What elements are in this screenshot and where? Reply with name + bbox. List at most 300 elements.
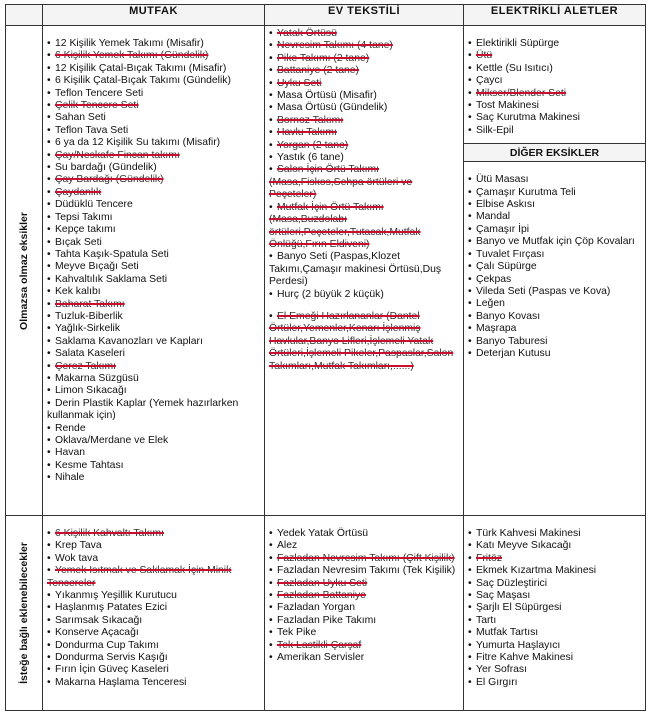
list-item	[269, 602, 461, 614]
list-item	[47, 664, 262, 676]
bullet-icon: •	[269, 590, 273, 602]
list-item-text: Fazladan Pike Takımı	[277, 614, 377, 626]
list-item-text: Mandal	[476, 211, 511, 223]
bullet-icon: •	[47, 87, 51, 99]
other-list	[464, 162, 645, 362]
list-item	[468, 664, 643, 676]
list-item	[468, 100, 643, 112]
list-item-text: Yatak Örtüsü	[277, 28, 337, 39]
list-item-text: Tahta Kaşık-Spatula Seti	[55, 248, 169, 260]
list-item	[468, 640, 643, 652]
bullet-icon: •	[468, 50, 472, 62]
list-item	[47, 361, 262, 373]
list-item-text: Tek Pike	[277, 627, 317, 639]
bullet-icon: •	[269, 540, 273, 552]
list-item	[468, 75, 643, 87]
list-item	[47, 125, 262, 137]
list-item-text: Elektirikli Süpürge	[476, 38, 560, 49]
list-item-text: Fritöz	[476, 552, 502, 564]
list-item-text: Kek kalıbı	[55, 286, 101, 298]
list-item-text: Tepsi Takımı	[55, 211, 113, 223]
list-item	[468, 528, 643, 540]
bullet-icon: •	[468, 540, 472, 552]
list-item-text: 6 Kişilik Çatal-Bıçak Takımı (Gündelik)	[55, 75, 231, 87]
list-item	[468, 323, 643, 335]
list-item-text: Battaniye (2 tane)	[277, 65, 360, 77]
list-item-text: Yıkanmış Yeşillik Kurutucu	[55, 590, 177, 602]
list-item-text: Limon Sıkacağı	[55, 385, 127, 397]
list-item-text: Meyve Bıçağı Seti	[55, 261, 139, 273]
bullet-icon: •	[468, 652, 472, 664]
list-item-text: Yorgan (2 tane)	[277, 139, 349, 151]
list-item-text: Tuzluk-Biberlik	[55, 310, 123, 322]
list-item	[269, 251, 461, 288]
bullet-icon: •	[47, 38, 51, 49]
bullet-icon: •	[47, 348, 51, 360]
list-item	[47, 274, 262, 286]
list-item	[47, 677, 262, 689]
bullet-icon: •	[47, 186, 51, 198]
bullet-icon: •	[47, 273, 51, 285]
list-item	[468, 652, 643, 664]
list-spacer	[468, 164, 643, 174]
bullet-icon: •	[47, 614, 51, 626]
list-spacer	[468, 518, 643, 528]
list-item	[47, 88, 262, 100]
list-item	[47, 237, 262, 249]
bullet-icon: •	[468, 335, 472, 347]
list-item-text: Leğen	[476, 298, 505, 310]
header-electric: ELEKTRİKLİ ALETLER	[464, 5, 646, 26]
header-kitchen: MUTFAK	[43, 5, 265, 26]
list-item-text: Dondurma Cup Takımı	[55, 639, 159, 651]
bullet-icon: •	[47, 540, 51, 552]
list-item	[269, 627, 461, 639]
list-item	[269, 115, 461, 127]
bullet-icon: •	[269, 77, 273, 89]
list-item	[47, 460, 262, 472]
list-item-text: Yastık (6 tane)	[277, 152, 344, 164]
list-item	[468, 249, 643, 261]
list-spacer	[47, 28, 262, 38]
list-item	[468, 311, 643, 323]
list-item-text: Kettle (Su Isıtıcı)	[476, 62, 553, 74]
list-item	[47, 50, 262, 62]
list-item-text: Saç Kurutma Makinesi	[476, 112, 580, 124]
bullet-icon: •	[47, 397, 51, 409]
list-item	[269, 540, 461, 552]
list-item	[269, 90, 461, 102]
bullet-icon: •	[468, 323, 472, 335]
optional-kitchen-list	[43, 516, 264, 691]
bullet-icon: •	[468, 186, 472, 198]
bullet-icon: •	[269, 127, 273, 139]
list-item	[269, 652, 461, 664]
list-item	[47, 261, 262, 273]
list-item-text: Sarımsak Sıkacağı	[55, 614, 143, 626]
bullet-icon: •	[269, 139, 273, 151]
list-item	[468, 261, 643, 273]
list-item-text: Kahvaltılık Saklama Seti	[55, 273, 168, 285]
bullet-icon: •	[269, 40, 273, 52]
list-spacer	[269, 301, 461, 311]
bullet-icon: •	[269, 52, 273, 64]
bullet-icon: •	[269, 114, 273, 126]
bullet-icon: •	[468, 112, 472, 124]
list-item-text: Saklama Kavanozları ve Kapları	[55, 335, 203, 347]
list-item	[47, 472, 262, 484]
list-item-text: Oklava/Merdane ve Elek	[55, 435, 169, 446]
list-item-text: Silk-Epil	[476, 124, 514, 136]
bullet-icon: •	[468, 38, 472, 49]
list-item	[468, 602, 643, 614]
bullet-icon: •	[468, 285, 472, 297]
list-item-text: 6 Kişilik Yemek Takımı (Gündelik)	[55, 50, 209, 62]
list-item-text: Masa Örtüsü (Gündelik)	[277, 102, 388, 114]
bullet-icon: •	[47, 627, 51, 639]
list-item	[468, 50, 643, 62]
optional-electric-cell	[464, 516, 646, 711]
list-item-text: Fazladan Nevresim Takımı (Çift Kişilik)	[277, 552, 455, 564]
header-row	[6, 5, 646, 26]
list-item	[468, 274, 643, 286]
list-item-text: Çaycı	[476, 75, 503, 87]
list-item	[47, 187, 262, 199]
bullet-icon: •	[47, 472, 51, 484]
list-item-text: 12 Kişilik Çatal-Bıçak Takımı (Misafir)	[55, 62, 227, 74]
bullet-icon: •	[269, 288, 273, 300]
list-item	[468, 112, 643, 124]
bullet-icon: •	[468, 590, 472, 602]
bullet-icon: •	[269, 201, 273, 213]
bullet-icon: •	[47, 652, 51, 664]
list-item	[47, 249, 262, 261]
list-item	[47, 75, 262, 87]
list-item	[47, 528, 262, 540]
list-item	[269, 528, 461, 540]
optional-textile-list	[265, 516, 463, 666]
bullet-icon: •	[269, 65, 273, 77]
list-item	[47, 162, 262, 174]
list-item	[47, 615, 262, 627]
list-item-text: Ütü Masası	[476, 174, 529, 186]
list-item-text: Çay Bardağı (Gündelik)	[55, 174, 164, 186]
list-item-text: Sahan Seti	[55, 112, 106, 124]
list-item	[269, 127, 461, 139]
list-item-text: Elbise Askısı	[476, 199, 535, 211]
bullet-icon: •	[269, 28, 273, 39]
bullet-icon: •	[47, 174, 51, 186]
list-item	[468, 63, 643, 75]
list-item	[47, 224, 262, 236]
list-item-text: Vileda Seti (Paspas ve Kova)	[476, 285, 611, 297]
list-item	[269, 289, 461, 301]
list-item-text: Banyo Kovası	[476, 310, 541, 322]
list-item	[47, 590, 262, 602]
bullet-icon: •	[47, 75, 51, 87]
bullet-icon: •	[468, 87, 472, 99]
list-item	[47, 373, 262, 385]
list-item	[468, 540, 643, 552]
list-item-text: Mikser/Blender Seti	[476, 87, 567, 99]
bullet-icon: •	[47, 124, 51, 136]
list-item-text: Maşrapa	[476, 323, 517, 335]
optional-label-cell	[6, 516, 43, 711]
list-item	[47, 199, 262, 211]
bullet-icon: •	[468, 261, 472, 273]
list-item-text: Masa Örtüsü (Misafir)	[277, 90, 377, 102]
bullet-icon: •	[47, 385, 51, 397]
list-item-text: Yer Sofrası	[476, 664, 528, 676]
list-item-text: Pike Takımı (2 tane)	[277, 52, 370, 64]
bullet-icon: •	[47, 552, 51, 564]
bullet-icon: •	[47, 236, 51, 248]
list-item-text: Fırın İçin Güveç Kaseleri	[55, 664, 169, 676]
bullet-icon: •	[47, 286, 51, 298]
list-item-text: Tek Lastikli Çarşaf	[277, 639, 362, 651]
list-item-text: Baharat Takımı	[55, 298, 125, 310]
list-item-text: Mutfak İçin Örtü Takımı (Masa,Buzdolabı örtüleri,Peçeteler,Tutacak,Mutfak Önlüğü,Fırın Eldiveni)	[269, 201, 421, 250]
list-item	[47, 398, 262, 423]
list-item	[47, 299, 262, 311]
list-spacer	[269, 518, 461, 528]
list-item	[47, 174, 262, 186]
list-item-text: Ütü	[476, 50, 493, 62]
list-item-text: 6 ya da 12 Kişilik Su takımı (Misafir)	[55, 137, 221, 149]
list-item-text: El Emeği Hazırlananlar (Dantel Örtüler,Yemenler,Kenarı İşlenmiş Havlular,Banyo Lifleri,İşlemeli Yatak Örtüleri,İşlemeli Pikeler,Paspaslar,Salon Takımları,Mutfak Takımları,......)	[269, 310, 454, 372]
list-item-text: Ekmek Kızartma Makinesi	[476, 565, 597, 577]
list-item	[47, 640, 262, 652]
bullet-icon: •	[47, 360, 51, 372]
list-item-text: Deterjan Kutusu	[476, 347, 551, 359]
bullet-icon: •	[468, 602, 472, 614]
list-item-text: Su bardağı (Gündelik)	[55, 162, 157, 174]
list-item-text: Yedek Yatak Örtüsü	[277, 528, 369, 539]
bullet-icon: •	[468, 614, 472, 626]
list-item	[47, 38, 262, 50]
bullet-icon: •	[47, 261, 51, 273]
list-item	[47, 423, 262, 435]
list-item	[47, 348, 262, 360]
list-item	[47, 627, 262, 639]
required-textile-cell	[265, 26, 464, 516]
optional-row	[6, 516, 646, 711]
required-row	[6, 26, 646, 516]
list-item-text: 12 Kişilik Yemek Takımı (Misafir)	[55, 38, 204, 49]
bullet-icon: •	[468, 565, 472, 577]
bullet-icon: •	[269, 152, 273, 164]
list-item-text: Fazladan Nevresim Takımı (Tek Kişilik)	[277, 565, 456, 577]
required-electric-list	[464, 26, 645, 139]
optional-textile-cell	[265, 516, 464, 711]
list-item-text: Çelik Tencere Seti	[55, 100, 139, 112]
list-item	[468, 236, 643, 248]
list-item	[47, 137, 262, 149]
list-item-text: 6 Kişilik Kahvaltı Takımı	[55, 528, 164, 539]
list-item	[269, 590, 461, 602]
list-item-text: Alez	[277, 540, 298, 552]
bullet-icon: •	[468, 248, 472, 260]
list-item	[47, 565, 262, 590]
bullet-icon: •	[47, 211, 51, 223]
list-item	[269, 565, 461, 577]
bullet-icon: •	[269, 565, 273, 577]
list-item-text: Haşlanmış Patates Ezici	[55, 602, 168, 614]
bullet-icon: •	[468, 223, 472, 235]
list-item-text: Salata Kaseleri	[55, 348, 125, 360]
required-kitchen-list	[43, 26, 264, 487]
list-item	[269, 152, 461, 164]
bullet-icon: •	[47, 323, 51, 335]
list-item	[269, 202, 461, 252]
list-item-text: Nevresim Takımı (4 tane)	[277, 40, 393, 52]
list-item	[269, 640, 461, 652]
other-section-title: DİĞER EKSİKLER	[464, 143, 645, 162]
list-item	[269, 102, 461, 114]
bullet-icon: •	[47, 422, 51, 434]
bullet-icon: •	[47, 335, 51, 347]
bullet-icon: •	[47, 447, 51, 459]
list-item	[269, 28, 461, 40]
list-item	[468, 565, 643, 577]
bullet-icon: •	[269, 552, 273, 564]
bullet-icon: •	[47, 590, 51, 602]
list-item	[468, 578, 643, 590]
bullet-icon: •	[269, 577, 273, 589]
bullet-icon: •	[47, 602, 51, 614]
bullet-icon: •	[468, 528, 472, 539]
list-item	[468, 627, 643, 639]
list-item-text: Havlu Takımı	[277, 127, 337, 139]
bullet-icon: •	[47, 112, 51, 124]
bullet-icon: •	[468, 174, 472, 186]
bullet-icon: •	[47, 372, 51, 384]
list-item-text: Fazladan Uyku Seti	[277, 577, 368, 589]
list-item-text: Amerikan Servisler	[277, 652, 365, 664]
bullet-icon: •	[47, 639, 51, 651]
bullet-icon: •	[468, 310, 472, 322]
bullet-icon: •	[269, 90, 273, 102]
list-item-text: Makarna Haşlama Tenceresi	[55, 676, 187, 688]
bullet-icon: •	[269, 528, 273, 539]
list-item	[468, 211, 643, 223]
list-item-text: Yağlık-Sirkelik	[55, 323, 121, 335]
list-item	[269, 40, 461, 52]
list-item	[269, 164, 461, 201]
bullet-icon: •	[269, 627, 273, 639]
list-item-text: Saç Maşası	[476, 590, 531, 602]
list-item	[468, 298, 643, 310]
optional-electric-list	[464, 516, 645, 691]
list-item	[468, 199, 643, 211]
required-section-label: Olmazsa olmaz eksikler	[18, 211, 30, 330]
list-item	[47, 63, 262, 75]
list-item-text: Çerez Takımı	[55, 360, 117, 372]
bullet-icon: •	[468, 347, 472, 359]
bullet-icon: •	[468, 62, 472, 74]
list-item	[468, 553, 643, 565]
list-item	[269, 53, 461, 65]
list-spacer	[468, 28, 643, 38]
list-item	[269, 140, 461, 152]
list-item-text: Dondurma Servis Kaşığı	[55, 652, 168, 664]
list-item-text: Bornoz Takımı	[277, 114, 344, 126]
list-item	[47, 602, 262, 614]
list-item-text: Mutfak Tartısı	[476, 627, 539, 639]
bullet-icon: •	[269, 251, 273, 263]
header-textile: EV TEKSTİLİ	[265, 5, 464, 26]
list-item	[468, 336, 643, 348]
list-item-text: Banyo Taburesi	[476, 335, 548, 347]
list-item	[468, 125, 643, 137]
bullet-icon: •	[47, 676, 51, 688]
list-item	[468, 224, 643, 236]
list-item	[468, 590, 643, 602]
optional-section-label: İsteğe bağlı eklenebilecekler	[18, 542, 30, 684]
required-label-cell	[6, 26, 43, 516]
list-item-text: Yumurta Haşlayıcı	[476, 639, 561, 651]
bullet-icon: •	[47, 100, 51, 112]
list-item	[468, 348, 643, 360]
bullet-icon: •	[468, 273, 472, 285]
list-item-text: Katı Meyve Sıkacağı	[476, 540, 572, 552]
list-item-text: Konserve Açacağı	[55, 627, 139, 639]
bullet-icon: •	[47, 565, 51, 577]
bullet-icon: •	[47, 62, 51, 74]
bullet-icon: •	[468, 124, 472, 136]
bullet-icon: •	[47, 310, 51, 322]
bullet-icon: •	[468, 100, 472, 112]
list-item	[468, 615, 643, 627]
list-item-text: Saç Düzleştirici	[476, 577, 548, 589]
bullet-icon: •	[47, 528, 51, 539]
list-item-text: Teflon Tava Seti	[55, 124, 129, 136]
list-item-text: Hurç (2 büyük 2 küçük)	[277, 288, 384, 300]
list-item	[269, 553, 461, 565]
list-item-text: Krep Tava	[55, 540, 102, 552]
list-item	[468, 187, 643, 199]
bullet-icon: •	[468, 236, 472, 248]
bullet-icon: •	[468, 676, 472, 688]
list-item-text: Çamaşır İpi	[476, 223, 530, 235]
list-item	[468, 286, 643, 298]
list-item-text: Fitre Kahve Makinesi	[476, 652, 574, 664]
bullet-icon: •	[269, 639, 273, 651]
list-item	[47, 336, 262, 348]
list-item	[47, 652, 262, 664]
list-item	[468, 88, 643, 100]
bullet-icon: •	[468, 211, 472, 223]
bullet-icon: •	[468, 298, 472, 310]
bullet-icon: •	[47, 199, 51, 211]
list-item-text: Makarna Süzgüsü	[55, 372, 139, 384]
list-item	[269, 311, 461, 373]
list-item-text: Tuvalet Fırçası	[476, 248, 545, 260]
bullet-icon: •	[269, 652, 273, 664]
bullet-icon: •	[468, 199, 472, 211]
list-item-text: Çamaşır Kurutma Teli	[476, 186, 576, 198]
bullet-icon: •	[47, 435, 51, 446]
list-item	[47, 150, 262, 162]
list-item-text: Çalı Süpürge	[476, 261, 537, 273]
list-item-text: Derin Plastik Kaplar (Yemek hazırlarken kullanmak için)	[47, 397, 239, 422]
bullet-icon: •	[468, 552, 472, 564]
list-item	[47, 212, 262, 224]
list-item-text: Yemek Isıtmak ve Saklamak İçin Minik Tencereler	[47, 565, 232, 589]
optional-kitchen-cell	[43, 516, 265, 711]
bullet-icon: •	[47, 664, 51, 676]
bullet-icon: •	[269, 164, 273, 176]
